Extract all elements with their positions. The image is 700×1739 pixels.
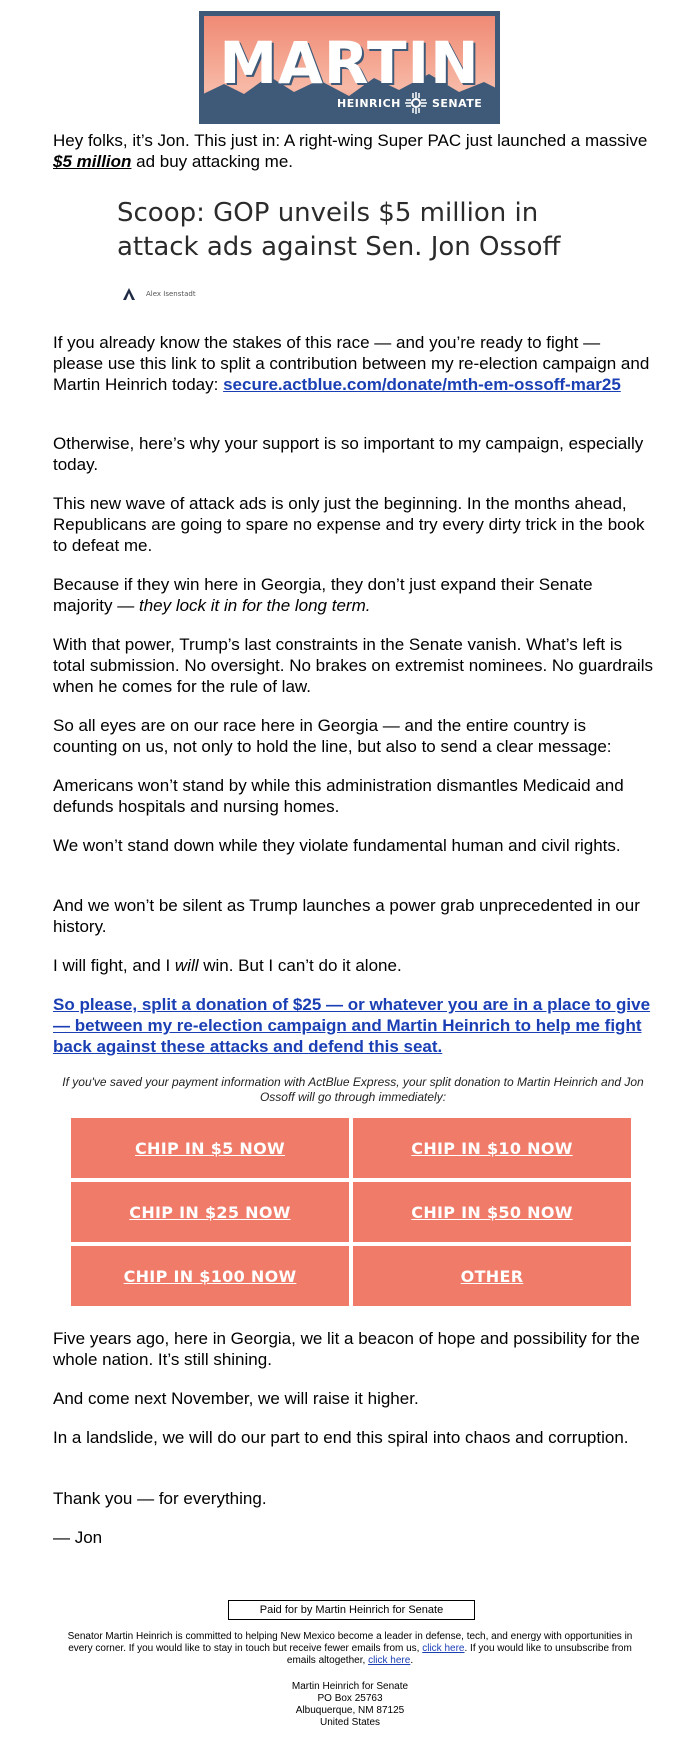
cta-paragraph <box>53 994 653 1057</box>
intro-paragraph: Hey folks, it’s Jon. This just in: A right-wing Super PAC just launched a massive $5 million ad buy attacking me. <box>53 131 648 171</box>
signature: — Jon <box>53 1528 103 1547</box>
paragraph-7: Americans won’t stand by while this administration dismantles Medicaid and defunds hospitals and nursing homes. <box>53 776 624 816</box>
address-line: Albuquerque, NM 87125 <box>295 1705 405 1716</box>
actblue-express-note: If you've saved your payment information with ActBlue Express, your split donation to Martin Heinrich and Jon Ossoff will go through immediately: <box>62 1075 644 1104</box>
actblue-link[interactable]: secure.actblue.com/donate/mth-em-ossoff-mar25 <box>223 375 621 394</box>
campaign-logo <box>199 11 500 124</box>
paragraph-8: We won’t stand down while they violate fundamental human and civil rights. <box>53 836 621 855</box>
other-amount-button[interactable]: OTHER <box>353 1246 631 1306</box>
closing-paragraph-2: And come next November, we will raise it higher. <box>53 1389 419 1408</box>
footer-disclaimer: Senator Martin Heinrich is committed to helping New Mexico become a leader in defense, tech, and energy with opportunities in every corner. If you would like to stay in touch but receive fewer emails from us, click here. If you would like to unsubscribe from emails altogether, click here. <box>67 1631 633 1666</box>
closing-paragraph-4: Thank you — for everything. <box>53 1489 267 1508</box>
address-line: PO Box 25763 <box>317 1693 383 1704</box>
paragraph-5: With that power, Trump’s last constraints in the Senate vanish. What’s left is total submission. No oversight. No brakes on extremist nominees. No guardrails when he comes for the rule of law. <box>53 635 653 696</box>
closing-paragraph-1: Five years ago, here in Georgia, we lit a beacon of hope and possibility for the whole nation. It’s still shining. <box>53 1329 640 1369</box>
fewer-emails-link[interactable]: click here <box>422 1643 465 1654</box>
paid-for-box: Paid for by Martin Heinrich for Senate <box>228 1600 475 1620</box>
logo-title: MARTIN <box>219 29 480 97</box>
paragraph-10: I will fight, and I will win. But I can’t do it alone. <box>53 956 402 975</box>
byline-author: Alex Isenstadt <box>146 290 196 298</box>
chip-in-10-button[interactable]: CHIP IN $10 NOW <box>353 1118 631 1178</box>
logo-second: SENATE <box>432 97 483 110</box>
paragraph-6: So all eyes are on our race here in Georgia — and the entire country is counting on us, not only to hold the line, but also to send a clear message: <box>53 716 612 756</box>
chip-in-25-button[interactable]: CHIP IN $25 NOW <box>71 1182 349 1242</box>
paragraph-3: This new wave of attack ads is only just the beginning. In the months ahead, Republicans are going to spare no expense and try every dirty trick in the book to defeat me. <box>53 494 645 555</box>
chip-in-50-button[interactable]: CHIP IN $50 NOW <box>353 1182 631 1242</box>
closing-paragraph-3: In a landslide, we will do our part to end this spiral into chaos and corruption. <box>53 1428 629 1447</box>
unsubscribe-link[interactable]: click here <box>368 1655 411 1666</box>
axios-logo-icon <box>122 287 136 301</box>
donation-button-grid <box>71 1118 631 1306</box>
headline-byline <box>122 287 196 301</box>
mailing-address <box>200 1681 500 1729</box>
headline-image-text: Scoop: GOP unveils $5 million in attack ads against Sen. Jon Ossoff <box>117 198 561 262</box>
paragraph-9: And we won’t be silent as Trump launches a power grab unprecedented in our history. <box>53 896 640 936</box>
intro-amount: $5 million <box>53 152 132 171</box>
zia-sun-icon <box>405 92 427 114</box>
address-line: Martin Heinrich for Senate <box>291 1681 409 1692</box>
chip-in-5-button[interactable]: CHIP IN $5 NOW <box>71 1118 349 1178</box>
address-line: United States <box>319 1717 381 1728</box>
paragraph-4: Because if they win here in Georgia, they don’t just expand their Senate majority — they lock it in for the long term. <box>53 575 593 615</box>
chip-in-100-button[interactable]: CHIP IN $100 NOW <box>71 1246 349 1306</box>
paragraph-2: Otherwise, here’s why your support is so important to my campaign, especially today. <box>53 434 644 474</box>
logo-first: HEINRICH <box>337 97 401 110</box>
cta-donate-link[interactable]: So please, split a donation of $25 — or whatever you are in a place to give — between my re-election campaign and Martin Heinrich to help me fight back against these attacks and defend this seat. <box>53 995 651 1056</box>
paragraph-stakes: If you already know the stakes of this race — and you’re ready to fight — please use this link to split a contribution between my re-election campaign and Martin Heinrich today: secure.actblue.com/donate/mth-em-ossoff-mar25 <box>53 333 650 394</box>
